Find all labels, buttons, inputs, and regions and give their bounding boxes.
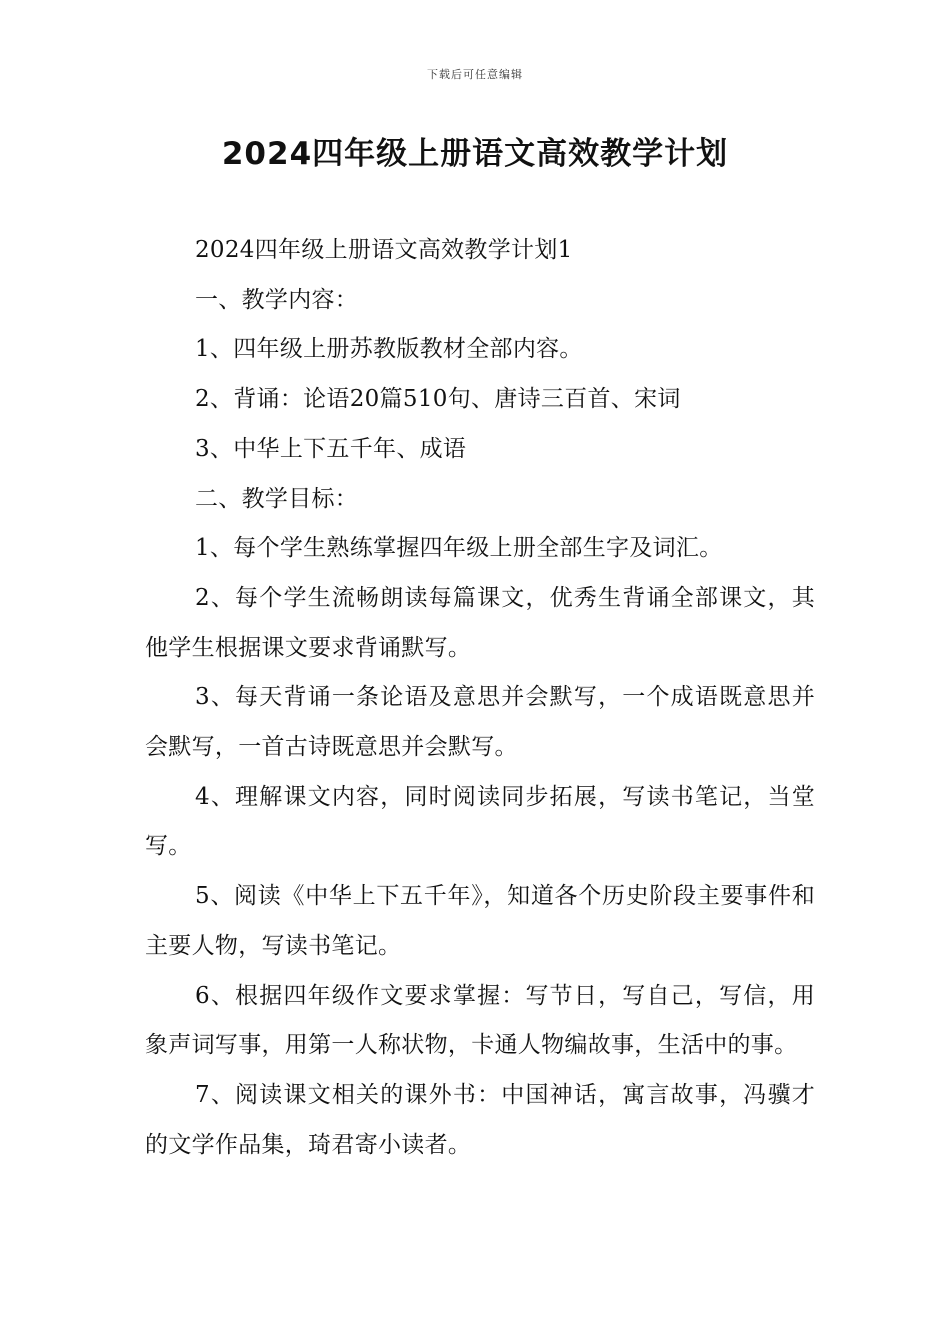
paragraph-item: 4、理解课文内容，同时阅读同步拓展，写读书笔记，当堂写。: [145, 783, 815, 860]
paragraph-item: 1、每个学生熟练掌握四年级上册全部生字及词汇。: [195, 535, 723, 562]
paragraph-item: 1、四年级上册苏教版教材全部内容。: [195, 336, 583, 363]
header-note: 下载后可任意编辑: [427, 68, 523, 81]
paragraph-heading: 2024四年级上册语文高效教学计划1: [195, 237, 573, 263]
document-title: 2024四年级上册语文高效教学计划: [221, 136, 729, 172]
paragraph-item: 6、根据四年级作文要求掌握：写节日，写自己，写信，用象声词写事，用第一人称状物，卡通人物编故事，生活中的事。: [145, 982, 815, 1059]
paragraph-item: 3、中华上下五千年、成语: [195, 435, 467, 462]
paragraph-item: 2、背诵：论语20篇510句、唐诗三百首、宋词: [195, 386, 681, 413]
paragraph-item: 3、每天背诵一条论语及意思并会默写，一个成语既意思并会默写，一首古诗既意思并会默写。: [145, 684, 815, 761]
paragraph-section-goals: 二、教学目标：: [195, 485, 359, 512]
paragraph-item: 2、每个学生流畅朗读每篇课文，优秀生背诵全部课文，其他学生根据课文要求背诵默写。: [145, 584, 815, 661]
paragraph-item: 7、阅读课文相关的课外书：中国神话，寓言故事，冯骥才的文学作品集，琦君寄小读者。: [145, 1081, 815, 1158]
document-body: [145, 226, 815, 1170]
paragraph-section-content: 一、教学内容：: [195, 286, 359, 313]
paragraph-item: 5、阅读《中华上下五千年》，知道各个历史阶段主要事件和主要人物，写读书笔记。: [145, 883, 815, 959]
